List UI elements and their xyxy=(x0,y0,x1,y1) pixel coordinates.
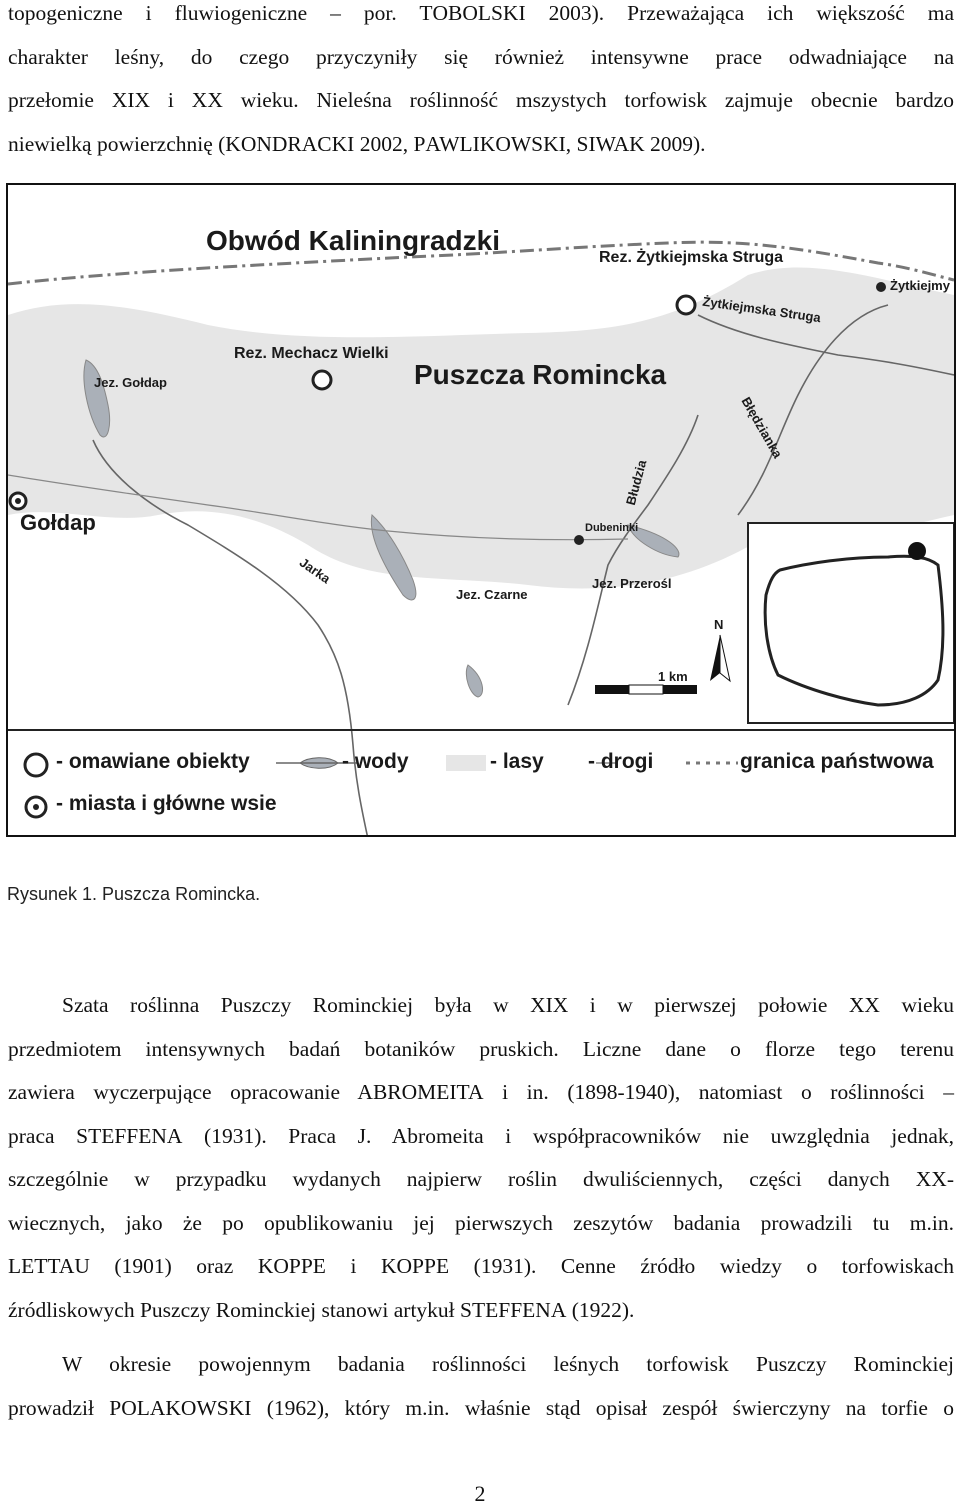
map-graphic xyxy=(8,185,956,837)
text-line xyxy=(8,984,954,1028)
label-jarka: Jarka xyxy=(296,554,334,587)
text-line xyxy=(8,1202,954,1246)
legend-forests-label: - lasy xyxy=(490,750,544,773)
legend-forest-symbol xyxy=(446,755,486,771)
legend-objects-label: - omawiane obiekty xyxy=(56,750,250,773)
map-figure xyxy=(6,183,956,837)
text-segment: wiecznych, jako że po opublikowaniu jej pierwszych zeszytów badania prowadzili tu m.in. xyxy=(8,1210,954,1235)
text-line xyxy=(8,123,954,167)
text-line xyxy=(8,1245,954,1289)
object-zytkiejmska-marker xyxy=(677,296,695,314)
text-segment: W okresie powojennym badania roślinności leśnych torfowisk Puszczy Rominckiej xyxy=(62,1352,954,1376)
paragraph-bottom xyxy=(8,1343,954,1430)
text-segment: przedmiotem intensywnych badań botaników pruskich. Liczne dane o florze tego terenu xyxy=(8,1036,954,1061)
north-arrow-light xyxy=(720,635,730,681)
text-segment: topogeniczne i fluwiogeniczne – por. T xyxy=(8,1,433,25)
legend-roads-label: - drogi xyxy=(588,750,654,773)
town-goldap-dot xyxy=(15,498,21,504)
label-jez-czarne: Jez. Czarne xyxy=(456,587,528,602)
text-segment: przełomie XIX i XX wieku. Nieleśna roślinność mszystych torfowisk zajmuje obecnie bardzo xyxy=(8,88,954,112)
text-segment: i in. (1898-1940), natomiast o roślinności – xyxy=(483,1080,954,1104)
text-segment: 2009). xyxy=(644,131,706,156)
scale-seg-2 xyxy=(629,685,663,694)
lake-small xyxy=(466,665,482,697)
text-segment: zawiera wyczerpujące opracowanie A xyxy=(8,1080,373,1104)
text-line xyxy=(8,1343,954,1387)
author-name: ETTAU xyxy=(21,1254,90,1278)
author-name: TEFFENA xyxy=(88,1123,183,1148)
label-jez-przerosl: Jez. Przerośl xyxy=(592,576,672,591)
text-segment: prowadził P xyxy=(8,1395,122,1420)
label-scale: 1 km xyxy=(658,669,688,684)
text-segment: źródliskowych Puszczy Rominckiej stanowi artykuł S xyxy=(8,1297,472,1322)
village-dubeninki-dot xyxy=(574,535,584,545)
label-rez-zytkiejmska: Rez. Żytkiejmska Struga xyxy=(599,249,784,266)
author-name: ONDRACKI xyxy=(240,131,355,156)
text-line xyxy=(8,79,954,123)
label-zytkiejmy: Żytkiejmy xyxy=(890,278,950,293)
inset-poland xyxy=(765,556,943,705)
scale-seg-3 xyxy=(663,685,697,694)
scale-seg-1 xyxy=(595,685,629,694)
label-rez-mechacz: Rez. Mechacz Wielki xyxy=(234,345,389,362)
text-line xyxy=(8,1289,954,1333)
text-line xyxy=(8,1115,954,1159)
text-segment: niewielką powierzchnię (K xyxy=(8,131,241,156)
label-region-title: Obwód Kaliningradzki xyxy=(206,225,501,256)
text-line xyxy=(8,1028,954,1072)
text-segment: 2002, P xyxy=(354,131,426,156)
text-segment: L xyxy=(8,1254,22,1278)
text-segment: , S xyxy=(565,131,589,156)
text-segment: i K xyxy=(325,1254,397,1278)
inset-location-dot xyxy=(908,542,926,560)
paragraph-mid xyxy=(8,984,954,1332)
text-line xyxy=(8,36,954,80)
author-name: OPPE xyxy=(273,1254,326,1278)
object-mechacz-marker xyxy=(313,371,331,389)
page-number: 2 xyxy=(474,1481,486,1506)
label-jez-goldap: Jez. Gołdap xyxy=(94,375,167,390)
legend-waters-label: - wody xyxy=(342,750,409,773)
text-line xyxy=(8,1387,954,1431)
text-segment: (1962), który m.in. właśnie stąd opisał zespół świerczyny na torfie o xyxy=(251,1395,954,1420)
author-name: IWAK xyxy=(588,131,645,156)
author-name: OBOLSKI xyxy=(432,1,526,25)
text-segment: (1931). Praca J. Abromeita i współpracowników nie uwzględnia jednak, xyxy=(182,1123,954,1148)
author-name: TEFFENA xyxy=(471,1297,567,1322)
label-zytkiejmska-struga: Żytkiejmska Struga xyxy=(701,293,822,326)
village-zytkiejmy-dot xyxy=(876,282,886,292)
author-name: OLAKOWSKI xyxy=(121,1395,252,1420)
text-segment: (1931). Cenne źródło wiedzy o torfowiskach xyxy=(449,1254,955,1278)
text-segment: praca S xyxy=(8,1123,89,1148)
text-segment: (1922). xyxy=(566,1297,635,1322)
label-dubeninki: Dubeninki xyxy=(585,522,639,534)
text-line xyxy=(8,1158,954,1202)
text-segment: charakter leśny, do czego przyczyniły się również intensywne prace odwadniające na xyxy=(8,44,954,69)
text-segment: (1901) oraz K xyxy=(89,1254,274,1278)
label-bledzianka: Błędzianka xyxy=(738,394,786,461)
figure-caption: Rysunek 1. Puszcza Romincka. xyxy=(7,884,261,904)
text-line xyxy=(8,1071,954,1115)
legend-object-symbol xyxy=(25,754,47,776)
label-forest-title: Puszcza Romincka xyxy=(414,359,667,390)
author-name: BROMEITA xyxy=(372,1080,484,1104)
text-segment: 2003). Przeważająca ich większość ma xyxy=(525,1,954,25)
author-name: OPPE xyxy=(396,1254,450,1278)
paragraph-top xyxy=(8,0,954,166)
text-segment: szczególnie w przypadku wydanych najpierw roślin dwuliściennych, części danych XX- xyxy=(8,1167,954,1191)
text-segment: Szata roślinna Puszczy Rominckiej była w XIX i w pierwszej połowie XX wieku xyxy=(62,993,954,1017)
label-bludzia: Błudzia xyxy=(622,458,650,507)
text-line xyxy=(8,0,954,36)
legend-towns-label: - miasta i główne wsie xyxy=(56,792,277,815)
legend-border-label: granica państwowa xyxy=(740,750,934,773)
label-north: N xyxy=(714,617,724,632)
author-name: AWLIKOWSKI xyxy=(425,131,566,156)
north-arrow-dark xyxy=(710,635,720,681)
label-goldap: Gołdap xyxy=(20,510,96,535)
